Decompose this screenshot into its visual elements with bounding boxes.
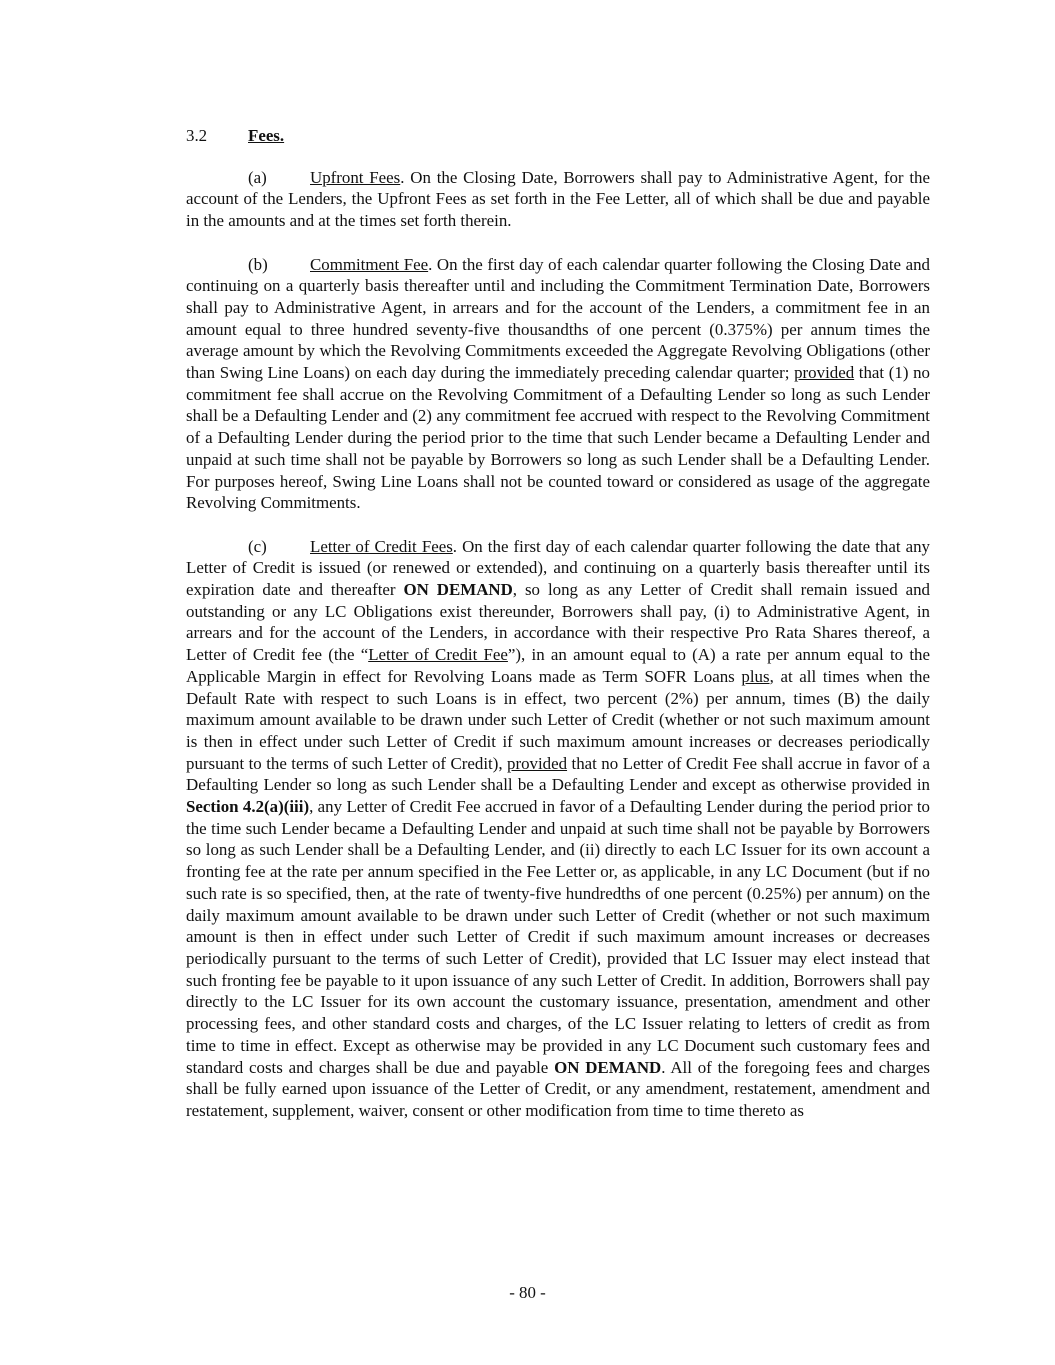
defined-term: Letter of Credit Fee — [368, 645, 508, 665]
paragraph-c-text-2: , so long as any Letter of Credit shall remain issued and outstanding or any LC Obligations exist thereunder, Borrowers shall pay, (i) to Administrative Agent, in arrears and for the account of the Lenders, in accordance with their respective Pro Rata Shares thereof, a Letter of Credit fee (the “ — [186, 580, 930, 665]
paragraph-b — [186, 254, 930, 514]
page-number: - 80 - — [509, 1283, 546, 1302]
paragraph-a-text: . On the Closing Date, Borrowers shall pay to Administrative Agent, for the account of the Lenders, the Upfront Fees as set forth in the Fee Letter, all of which shall be due and payable in the amounts and at the times set forth therein. — [186, 167, 930, 231]
paragraph-b-provided: provided — [794, 363, 855, 383]
paragraph-a-marker: (a) — [248, 167, 267, 187]
paragraph-a — [186, 167, 930, 232]
section-number: 3.2 — [186, 126, 208, 145]
paragraph-c-text-6: , any Letter of Credit Fee accrued in favor of a Defaulting Lender during the period prior to the time such Lender became a Defaulting Lender and unpaid at such time shall not be payable by Borrowers so long as such Lender shall be a Defaulting Lender, and (ii) directly to each LC Issuer for its own account a fronting fee at the rate per annum specified in the Fee Letter or, as applicable, in any LC Document (but if no such rate is so specified, then, at the rate of twenty-five hundredths of one percent (0.25%) per annum) on the daily maximum amount available to be drawn under such Letter of Credit (whether or not such maximum amount is then in effect under such Letter of Credit if such maximum amount increases or decreases periodically pursuant to the terms of such Letter of Credit), provided that LC Issuer may elect instead that such fronting fee be payable to it upon issuance of any such Letter of Credit. In addition, Borrowers shall pay directly to the LC Issuer for its own account the customary issuance, presentation, amendment and other processing fees, and other standard costs and charges, of the LC Issuer relating to letters of credit as from time to time in effect. Except as otherwise may be provided in any LC Document such customary fees and standard costs and charges shall be due and payable — [186, 797, 931, 1077]
section-title: Fees. — [248, 126, 285, 145]
section-heading — [186, 125, 930, 147]
paragraph-b-text-1: . On the first day of each calendar quarter following the Closing Date and continuing on a quarterly basis thereafter until and including the Commitment Termination Date, Borrowers shall pay to Administrative Agent, in arrears and for the account of the Lenders, a commitment fee in an amount equal to three hundred seventy-five thousandths of one percent (0.375%) per annum times the average amount by which the Revolving Commitments exceeded the Aggregate Revolving Obligations (other than Swing Line Loans) on each day during the immediately preceding calendar quarter; — [186, 254, 930, 383]
paragraph-c-text-5: that no Letter of Credit Fee shall accrue in favor of a Defaulting Lender so long as such Lender shall be a Defaulting Lender and except as otherwise provided in — [186, 753, 930, 795]
paragraph-c — [186, 536, 930, 1122]
plus-term: plus — [741, 666, 770, 686]
section-reference: Section 4.2(a)(iii) — [186, 797, 310, 817]
paragraph-c-heading: Letter of Credit Fees — [310, 536, 453, 556]
on-demand-emphasis-2: ON DEMAND — [554, 1057, 662, 1077]
paragraph-b-heading: Commitment Fee — [310, 254, 429, 274]
paragraph-c-marker: (c) — [248, 536, 267, 556]
paragraph-b-text-2: that (1) no commitment fee shall accrue on the Revolving Commitment of a Defaulting Lender so long as such Lender shall be a Defaulting Lender and (2) any commitment fee accrued with respect to the Revolving Commitment of a Defaulting Lender during the period prior to the time that such Lender became a Defaulting Lender and unpaid at such time shall not be payable by Borrowers so long as such Lender shall be a Defaulting Lender. For purposes hereof, Swing Line Loans shall not be counted toward or considered as usage of the aggregate Revolving Commitments. — [186, 363, 930, 513]
paragraph-c-provided: provided — [507, 753, 568, 773]
paragraph-a-heading: Upfront Fees — [310, 167, 401, 187]
paragraph-c-text-4: , at all times when the Default Rate with respect to such Loans is in effect, two percent (2%) per annum, times (B) the daily maximum amount available to be drawn under such Letter of Credit (whether or not such maximum amount is then in effect under such Letter of Credit if such maximum amount increases or decreases periodically pursuant to the terms of such Letter of Credit), — [186, 666, 930, 773]
page-body — [186, 125, 930, 1143]
on-demand-emphasis: ON DEMAND — [403, 580, 513, 600]
paragraph-b-marker: (b) — [248, 254, 268, 274]
paragraph-c-text-3: ”), in an amount equal to (A) a rate per annum equal to the Applicable Margin in effect for Revolving Loans made as Term SOFR Loans — [186, 645, 930, 686]
paragraph-c-text-7: . All of the foregoing fees and charges shall be fully earned upon issuance of the Letter of Credit, or any amendment, restatement, amendment and restatement, supplement, waiver, consent or other modification from time to time thereto as — [186, 1057, 931, 1120]
paragraph-c-text-1: . On the first day of each calendar quarter following the date that any Letter of Credit is issued (or renewed or extended), and continuing on a quarterly basis thereafter until its expiration date and thereafter — [186, 536, 930, 600]
